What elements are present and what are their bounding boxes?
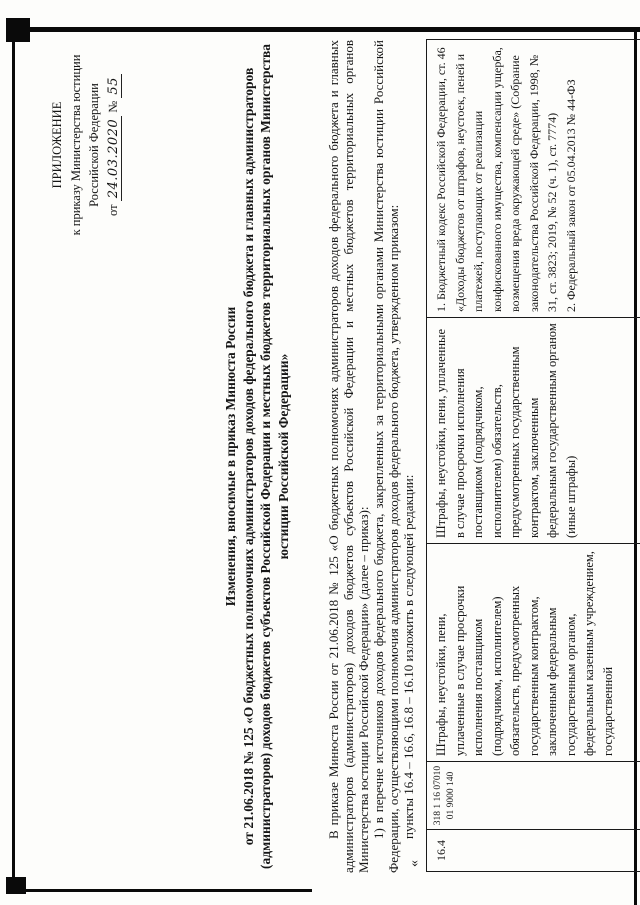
- handwritten-date: 24.03.2020: [106, 116, 122, 201]
- budget-codes-table: [426, 39, 640, 872]
- cell-income-name-new: Штрафы, неустойки, пени, уплаченные в случае просрочки исполнения поставщиком (подрядчиком, исполнителем) обязательств, предусмотренных государственным контрактом, заключенным федеральным государственным органом (иные штрафы): [427, 318, 640, 544]
- cell-item-number: 16.4: [427, 830, 640, 872]
- paragraph-intro: В приказе Минюста России от 21.06.2018 № 125 «О бюджетных полномочиях администраторов доходов федерального бюджета и главных администраторов (администраторов) доходов бюджетов субъектов Российской Федерации и местных бюджетов территориальных органов Министерства юстиции Российской Федерации» (далее – приказ):: [326, 40, 371, 873]
- paragraph-edit-instruction: пункты 16.4 – 16.6, 16.8 – 16.10 изложить в следующей редакции:: [401, 474, 416, 839]
- document-title: [222, 40, 292, 873]
- handwritten-number: 55: [106, 74, 122, 98]
- legal-basis-item-2: 2. Федеральный закон от 05.04.2013 № 44-ФЗ: [563, 79, 578, 312]
- paragraph-item-1: 1) в перечне источников доходов федерального бюджета, закрепленных за территориальными органами Министерства юстиции Российской Федерации, осуществляющими полномочия администраторов доходов федерального бюджета, утвержденном приказом:: [371, 40, 401, 873]
- date-prefix: от: [105, 204, 120, 216]
- number-sign: №: [105, 100, 120, 113]
- stamp-line-order: к приказу Министерства юстиции: [68, 54, 83, 236]
- legal-basis-item-1: 1. Бюджетный кодекс Российской Федерации, ст. 46 «Доходы бюджетов от штрафов, неустоек, пеней и платежей, поступающих от реализации конфискованного имущества, компенсации ущерба, возмещения вреда окружающей среде» (Собрание законодательства Российской Федерации, 1998, № 31, ст. 3823; 2019, № 52 (ч. 1), ст. 7774): [434, 47, 559, 312]
- cell-income-name-current: Штрафы, неустойки, пени, уплаченные в случае просрочки исполнения поставщиком (подрядчиком, исполнителем) обязательств, предусмотренных государственным контрактом, заключенным федеральным государственным органом, федеральным казенным учреждением, государственной: [427, 544, 640, 762]
- cell-budget-code: 318 1 16 07010 01 9000 140: [427, 762, 640, 830]
- table-row-16-4: [427, 40, 640, 872]
- approval-stamp: [48, 34, 123, 256]
- title-line-1: Изменения, вносимые в приказ Минюста России: [223, 306, 238, 607]
- stamp-line-appendix: ПРИЛОЖЕНИЕ: [50, 101, 64, 189]
- order-date-line: [104, 34, 124, 256]
- title-line-2: от 21.06.2018 № 125 «О бюджетных полномочиях администраторов доходов федерального бюджета и главных администраторов (администраторов) доходов бюджетов субъектов Российской Федерации и местных бюджетов территориальных органов Министерства юстиции Российской Федерации»: [240, 43, 291, 870]
- cell-legal-basis: [427, 40, 640, 318]
- stamp-line-federation: Российской Федерации: [87, 83, 101, 207]
- body-text: [326, 40, 416, 873]
- opening-quote: «: [407, 860, 422, 867]
